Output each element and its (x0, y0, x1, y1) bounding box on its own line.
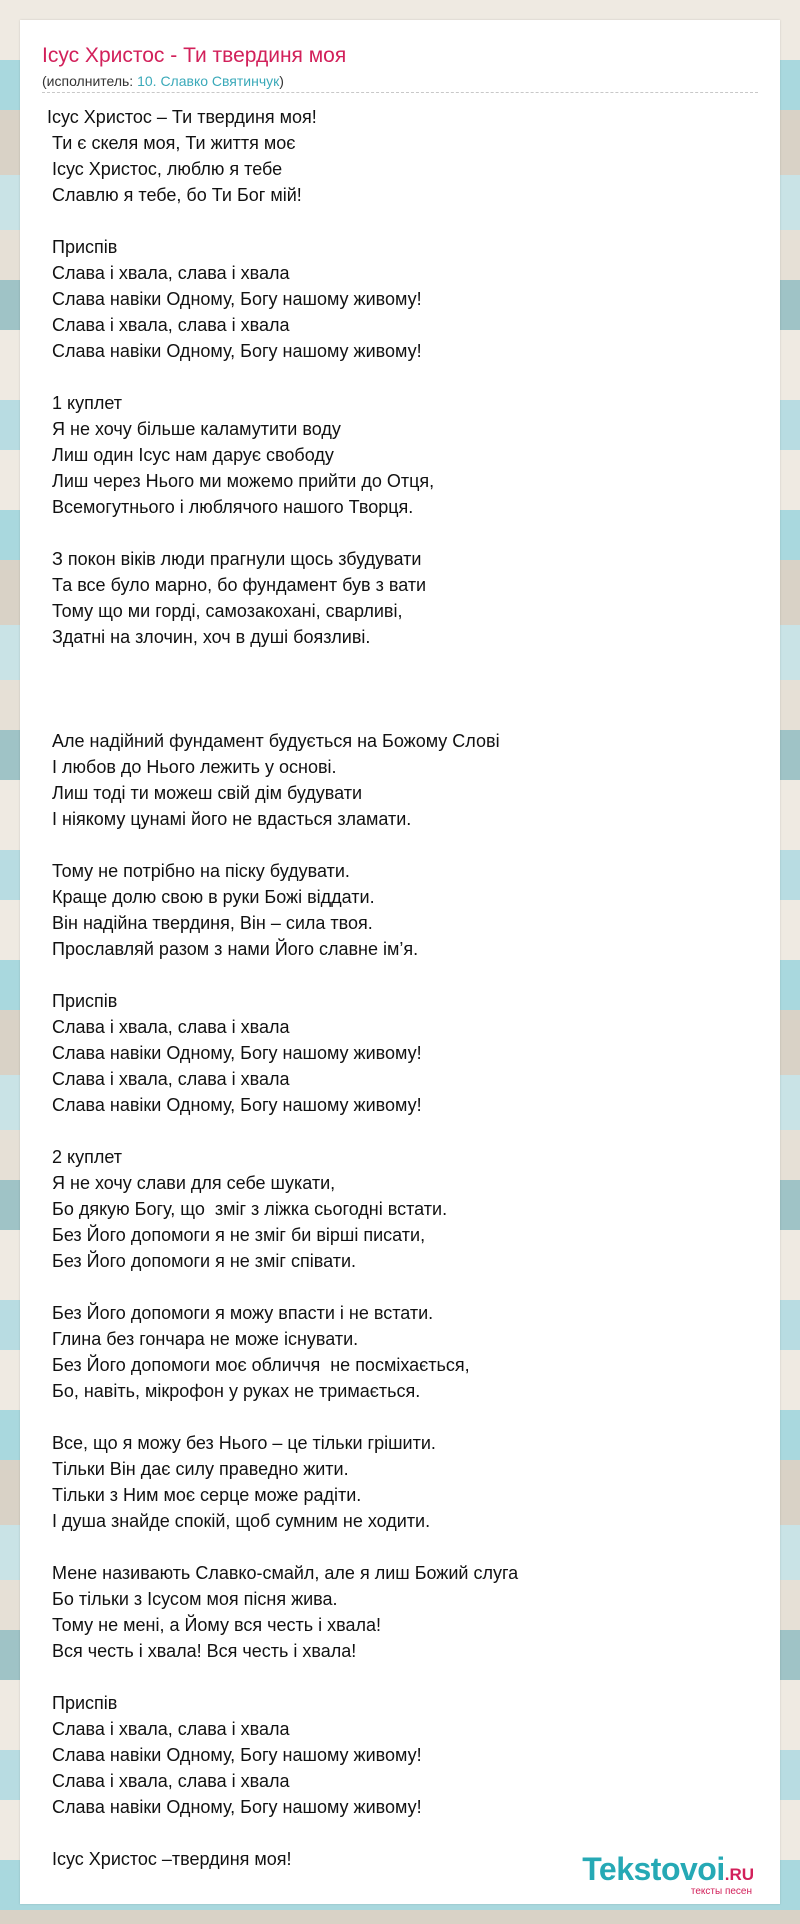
lyric-line (47, 364, 747, 390)
lyric-line: Бо тільки з Ісусом моя пісня жива. (47, 1589, 338, 1609)
lyric-line: Без Його допомоги моє обличчя не посміхається, (47, 1355, 470, 1375)
lyric-line (47, 1664, 747, 1690)
lyric-line: Ісус Христос –твердиня моя! (47, 1849, 292, 1869)
logo-text: Tekstovoi (582, 1851, 725, 1887)
lyric-line: Приспів (47, 991, 118, 1011)
lyric-line (47, 520, 747, 546)
lyrics-text (47, 104, 747, 1872)
lyric-line: Прославляй разом з нами Його славне ім’я. (47, 939, 419, 959)
lyric-line: Слава навіки Одному, Богу нашому живому! (47, 1095, 422, 1115)
lyric-line: Та все було марно, бо фундамент був з вати (47, 575, 427, 595)
lyric-line: Без Його допомоги я можу впасти і не встати. (47, 1303, 434, 1323)
lyric-line (47, 1534, 747, 1560)
lyric-line: Здатні на злочин, хоч в душі боязливі. (47, 627, 371, 647)
lyrics-card (20, 20, 780, 1904)
lyric-line: Слава і хвала, слава і хвала (47, 1017, 290, 1037)
lyric-line: Слава і хвала, слава і хвала (47, 263, 290, 283)
lyric-line: Глина без гончара не може існувати. (47, 1329, 359, 1349)
lyric-line: 1 куплет (47, 393, 122, 413)
lyric-line: Слава і хвала, слава і хвала (47, 315, 290, 335)
lyric-line (47, 650, 747, 676)
lyric-line: Слава і хвала, слава і хвала (47, 1719, 290, 1739)
lyric-line: Тому не потрібно на піску будувати. (47, 861, 350, 881)
lyric-line (47, 1404, 747, 1430)
lyric-line: Тому що ми горді, самозакохані, сварливі, (47, 601, 403, 621)
lyric-line: Слава і хвала, слава і хвала (47, 1771, 290, 1791)
logo-suffix: .RU (724, 1865, 754, 1884)
lyric-line: Лиш тоді ти можеш свій дім будувати (47, 783, 363, 803)
site-logo[interactable] (582, 1851, 754, 1897)
artist-prefix: (исполнитель: (42, 73, 138, 89)
lyric-line: 2 куплет (47, 1147, 122, 1167)
lyric-line: Приспів (47, 237, 118, 257)
lyric-line (47, 676, 747, 702)
lyric-line: І любов до Нього лежить у основі. (47, 757, 337, 777)
lyric-line (47, 1820, 747, 1846)
lyric-line: І душа знайде спокій, щоб сумним не ходити. (47, 1511, 431, 1531)
lyric-line: Без Його допомоги я не зміг співати. (47, 1251, 357, 1271)
lyric-line: Без Його допомоги я не зміг би вірші писати, (47, 1225, 426, 1245)
lyric-line: Лиш через Нього ми можемо прийти до Отця, (47, 471, 435, 491)
lyric-line: Він надійна твердиня, Він – сила твоя. (47, 913, 373, 933)
lyric-line: І ніякому цунамі його не вдасться зламати. (47, 809, 412, 829)
lyric-line: З покон віків люди прагнули щось збудувати (47, 549, 422, 569)
lyric-line: Мене називають Славко-смайл, але я лиш Божий слуга (47, 1563, 519, 1583)
lyric-line: Я не хочу слави для себе шукати, (47, 1173, 336, 1193)
lyric-line: Тільки з Ним моє серце може радіти. (47, 1485, 362, 1505)
lyric-line: Вся честь і хвала! Вся честь і хвала! (47, 1641, 357, 1661)
artist-suffix: ) (279, 73, 284, 89)
lyric-line (47, 832, 747, 858)
lyric-line: Слава навіки Одному, Богу нашому живому! (47, 1043, 422, 1063)
lyric-line: Бо, навіть, мікрофон у руках не тримається. (47, 1381, 421, 1401)
lyric-line: Все, що я можу без Нього – це тільки грішити. (47, 1433, 436, 1453)
logo-tagline: тексты песен (690, 1886, 752, 1897)
lyric-line (47, 1274, 747, 1300)
lyric-line (47, 208, 747, 234)
lyric-line: Тому не мені, а Йому вся честь і хвала! (47, 1615, 382, 1635)
lyric-line: Славлю я тебе, бо Ти Бог мій! (47, 185, 302, 205)
lyric-line: Ти є скеля моя, Ти життя моє (47, 133, 296, 153)
lyric-line: Приспів (47, 1693, 118, 1713)
lyric-line: Слава навіки Одному, Богу нашому живому! (47, 341, 422, 361)
lyric-line: Всемогутнього і люблячого нашого Творця. (47, 497, 414, 517)
song-title: Ісус Христос - Ти твердиня моя (42, 44, 347, 67)
lyric-line: Я не хочу більше каламутити воду (47, 419, 341, 439)
lyric-line: Тільки Він дає силу праведно жити. (47, 1459, 349, 1479)
lyric-line: Лиш один Ісус нам дарує свободу (47, 445, 334, 465)
lyric-line (47, 962, 747, 988)
lyric-line: Слава навіки Одному, Богу нашому живому! (47, 1745, 422, 1765)
lyric-line: Але надійний фундамент будується на Божому Слові (47, 731, 500, 751)
artist-line (42, 73, 284, 89)
lyric-line: Бо дякую Богу, що зміг з ліжка сьогодні встати. (47, 1199, 448, 1219)
lyric-line (47, 702, 747, 728)
lyric-line: Краще долю свою в руки Божі віддати. (47, 887, 375, 907)
lyric-line: Ісус Христос – Ти твердиня моя! (47, 107, 317, 127)
title-divider (42, 92, 758, 93)
artist-link[interactable]: 10. Славко Святинчук (137, 73, 280, 89)
lyric-line (47, 1118, 747, 1144)
lyric-line: Слава і хвала, слава і хвала (47, 1069, 290, 1089)
lyric-line: Ісус Христос, люблю я тебе (47, 159, 283, 179)
lyric-line: Слава навіки Одному, Богу нашому живому! (47, 289, 422, 309)
lyric-line: Слава навіки Одному, Богу нашому живому! (47, 1797, 422, 1817)
